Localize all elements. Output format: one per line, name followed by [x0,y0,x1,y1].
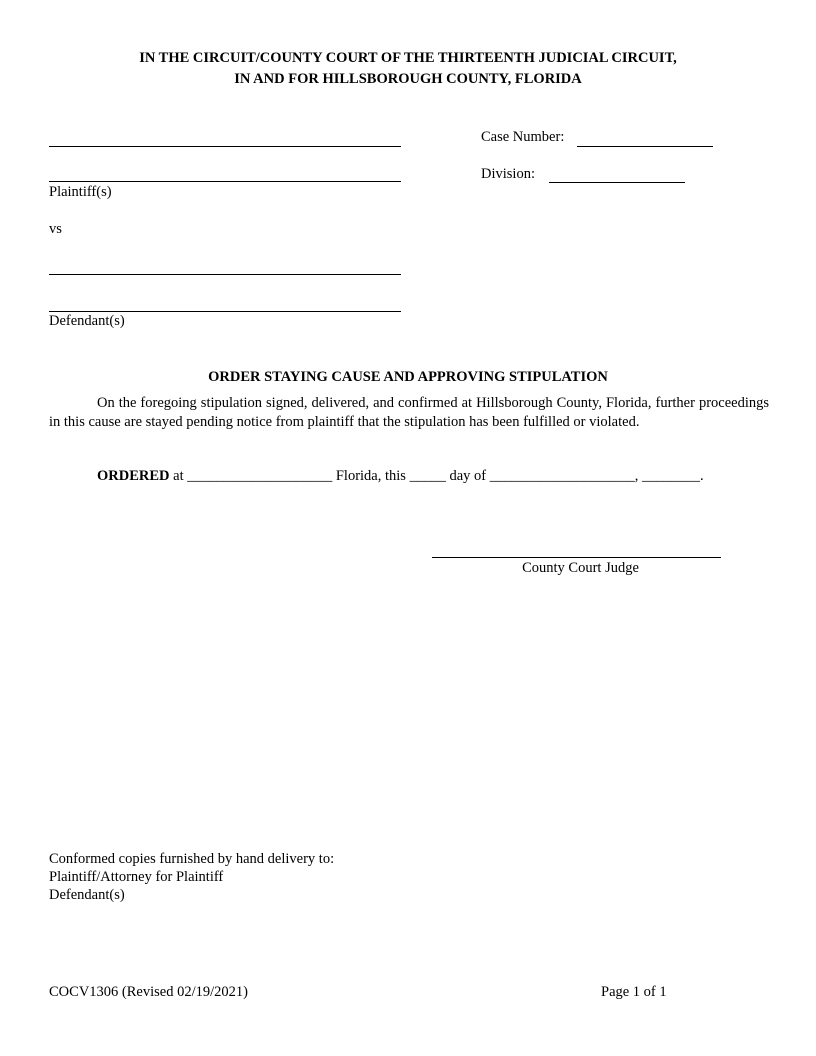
case-number-field[interactable] [577,128,713,147]
day-blank[interactable]: _____ [409,468,446,484]
court-header-line-1: IN THE CIRCUIT/COUNTY COURT OF THE THIRTEENTH JUDICIAL CIRCUIT, [139,50,677,66]
case-number-label: Case Number: [481,129,565,145]
division-label: Division: [481,166,535,182]
plaintiff-line-1[interactable] [49,146,401,147]
copies-recipient-defendant: Defendant(s) [49,887,125,903]
plaintiff-line-2[interactable] [49,181,401,182]
order-title: ORDER STAYING CAUSE AND APPROVING STIPULATION [208,369,608,385]
order-body-text: On the foregoing stipulation signed, delivered, and confirmed at Hillsborough County, Florida, further proceedings in this cause are stayed pending notice from plaintiff that the stipulation has been fulfilled or violated. [49,395,769,430]
page-number: Page 1 of 1 [601,984,667,1000]
comma: , [634,468,639,484]
vs-label: vs [49,221,62,237]
location-blank[interactable]: ____________________ [187,468,333,484]
at-text: at [173,468,184,484]
ordered-line [97,468,704,485]
month-blank[interactable]: ____________________ [489,468,635,484]
defendant-line-2[interactable] [49,311,401,312]
year-blank[interactable]: ________ [641,468,700,484]
copies-intro: Conformed copies furnished by hand delivery to: [49,851,335,867]
judge-label: County Court Judge [522,560,639,576]
florida-this-text: Florida, this [335,468,406,484]
court-header-line-2: IN AND FOR HILLSBOROUGH COUNTY, FLORIDA [234,71,582,87]
judge-signature-line[interactable] [432,557,721,558]
copies-recipient-plaintiff: Plaintiff/Attorney for Plaintiff [49,869,224,885]
plaintiff-label: Plaintiff(s) [49,184,112,200]
defendant-label: Defendant(s) [49,313,125,329]
defendant-line-1[interactable] [49,274,401,275]
order-body [49,394,769,431]
period: . [699,468,704,484]
division-field[interactable] [549,164,685,183]
form-id: COCV1306 (Revised 02/19/2021) [49,984,248,1000]
day-of-text: day of [449,468,487,484]
ordered-label: ORDERED [97,468,170,484]
